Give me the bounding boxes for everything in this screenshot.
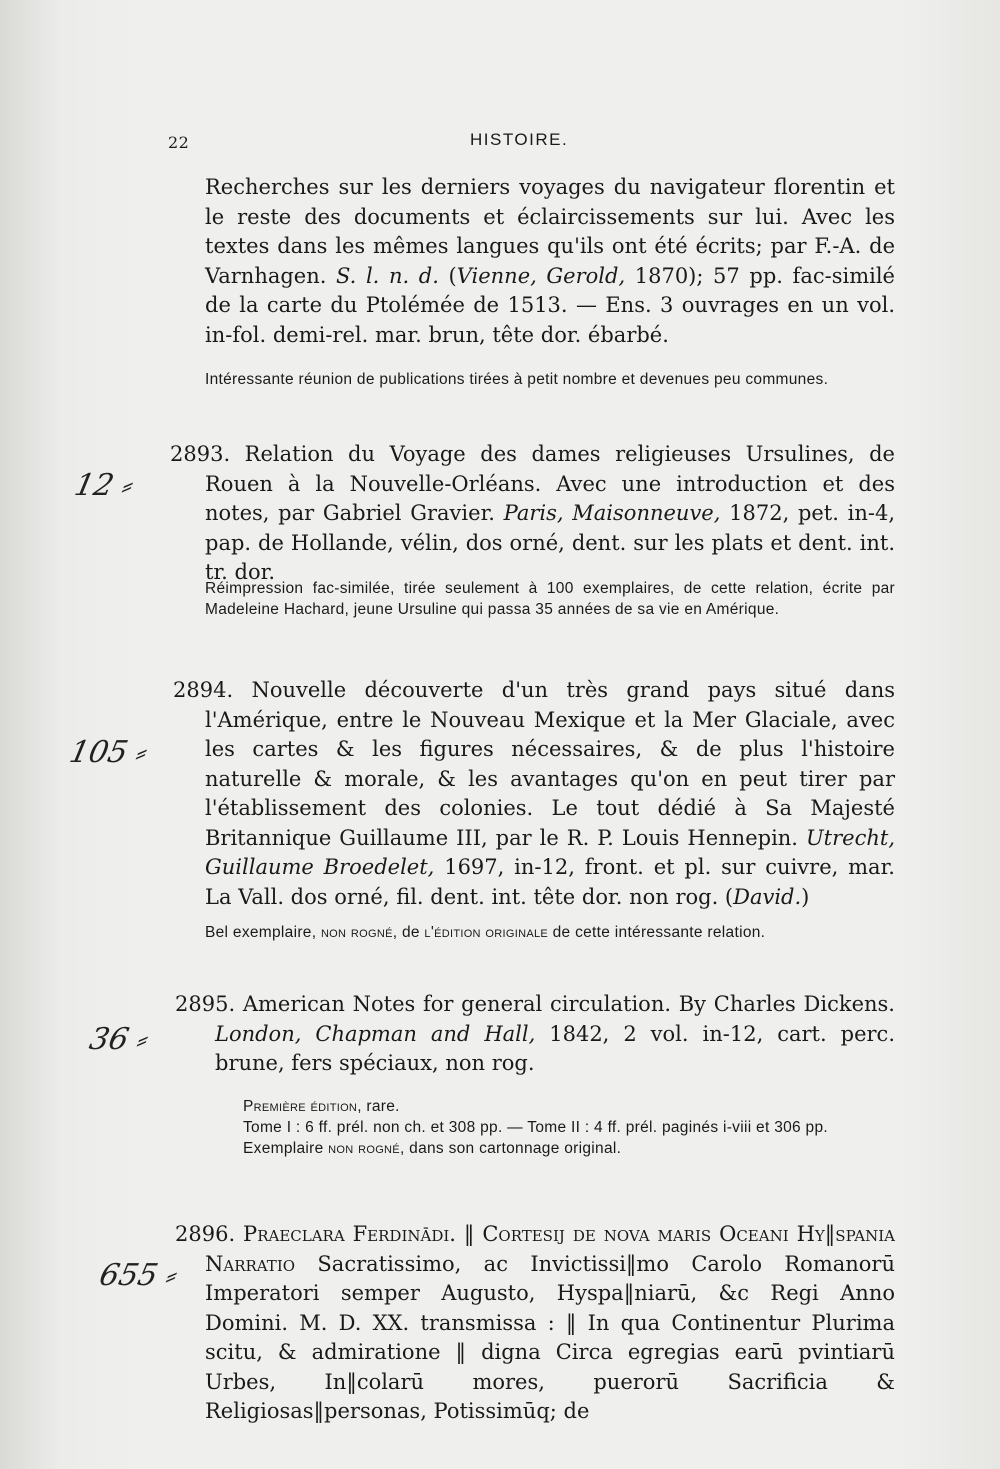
note-line-3: Exemplaire [243,1140,329,1157]
entry-text: Relation du Voyage des dames religieuses Ursulines, de Rouen à la Nouvelle-Orléans. Avec une introduction et des notes, par Gabriel Gravier. [205,442,895,525]
intro-note: Intéressante réunion de publications tirées à petit nombre et devenues peu communes. [205,371,829,388]
entry-text-c: ) [801,884,810,909]
entry-number: 2893. [170,442,231,466]
intro-text: Recherches sur les derniers voyages du navigateur florentin et le reste des documents et éclaircissements sur lui. Avec les textes dans les mêmes langues qu'ils ont été écrits; par F.-A. de Varnhagen. [205,175,895,288]
margin-price-2893: 12 ⸗ [71,468,137,503]
note-2895 [215,1096,895,1159]
entry-number: 2896. [175,1222,236,1246]
note-smallcaps-2: l'édition originale [424,924,549,941]
note-smallcaps-2: non rogné [328,1140,400,1157]
note-line-3b: , dans son cartonnage original. [399,1140,622,1157]
page-number: 22 [168,133,190,152]
margin-price-2895: 36 ⸗ [86,1022,152,1057]
intro-entry [205,173,895,350]
intro-text-b: ( [438,263,457,288]
margin-price-2894: 105 ⸗ [66,735,151,770]
entry-binder: David. [733,884,802,909]
note-2894 [205,922,895,943]
entry-2895 [175,990,895,1079]
entry-2893 [170,440,895,588]
entry-imprint: Paris, Maisonneuve, [503,501,721,525]
entry-text-b: 1842, 2 vol. in-12, cart. perc. brune, fers spéciaux, non rog. [215,1021,895,1075]
entry-number: 2895. [175,992,236,1016]
entry-text-b: 1697, in-12, front. et pl. sur cuivre, mar. La Vall. dos orné, fil. dent. int. tête dor. non rog. ( [205,855,895,909]
entry-imprint: London, Chapman and Hall, [215,1021,536,1046]
note-smallcaps: non rogné [320,924,393,941]
note-smallcaps: Première édition [243,1098,358,1115]
margin-price-2896: 655 ⸗ [96,1258,181,1293]
page-title: HISTOIRE. [470,130,569,149]
entry-text: Nouvelle découverte d'un très grand pays situé dans l'Amérique, entre le Nouveau Mexique et la Mer Glaciale, avec les cartes & les figures nécessaires, & de plus l'histoire naturelle & morale, & les avantages qu'on en peut tirer par l'établissement des colonies. Le tout dédié à Sa Majesté Britannique Guillaume III, par le R. P. Louis Hennepin. [205,678,895,850]
note-text-b: , de [392,924,425,941]
note-text-c: de cette intéressante relation. [548,924,766,941]
intro-italic: S. l. n. d. [336,263,439,288]
entry-number: 2894. [173,678,234,702]
note-line-2: Tome I : 6 ff. prél. non ch. et 308 pp. — Tome II : 4 ff. prél. paginés i-viii et 306 pp. [243,1119,829,1136]
note-line-1: , rare. [357,1098,400,1115]
intro-text-c: 1870); 57 pp. fac-similé de la carte du Ptolémée de 1513. — Ens. 3 ouvrages en un vol. in-fol. demi-rel. mar. brun, tête dor. ébarbé. [205,263,895,347]
entry-2896 [175,1220,895,1427]
entry-text-b: 1872, pet. in-4, pap. de Hollande, vélin, dos orné, dent. sur les plats et dent. int. tr. dor. [205,501,895,584]
entry-2894 [173,676,895,912]
entry-title-smallcaps: Praeclara Ferdinādi. ‖ Cortesij de nova maris Oceani Hy‖spania Narratio [205,1222,895,1276]
note-text: Bel exemplaire, [205,924,321,941]
note-2893: Réimpression fac-similée, tirée seulement à 100 exemplaires, de cette relation, écrite par Madeleine Hachard, jeune Ursuline qui passa 35 années de sa vie en Amérique. [205,580,895,618]
intro-italic-2: Vienne, Gerold, [456,263,626,288]
entry-text: American Notes for general circulation. By Charles Dickens. [235,992,895,1016]
entry-text: Sacratissimo, ac Invictissi‖mo Carolo Romanorū Imperatori semper Augusto, Hyspa‖niarū, &c Regi Anno Domini. M. D. XX. transmissa : ‖ In qua Continentur Plurima scitu, & admiratione ‖ digna Circa egregias earū pvintiarū Urbes, In‖colarū mores, puerorū Sacrificia & Religiosas‖personas, Potissimūq; de [205,1251,895,1423]
entry-imprint: Utrecht, Guillaume Broedelet, [205,825,895,879]
